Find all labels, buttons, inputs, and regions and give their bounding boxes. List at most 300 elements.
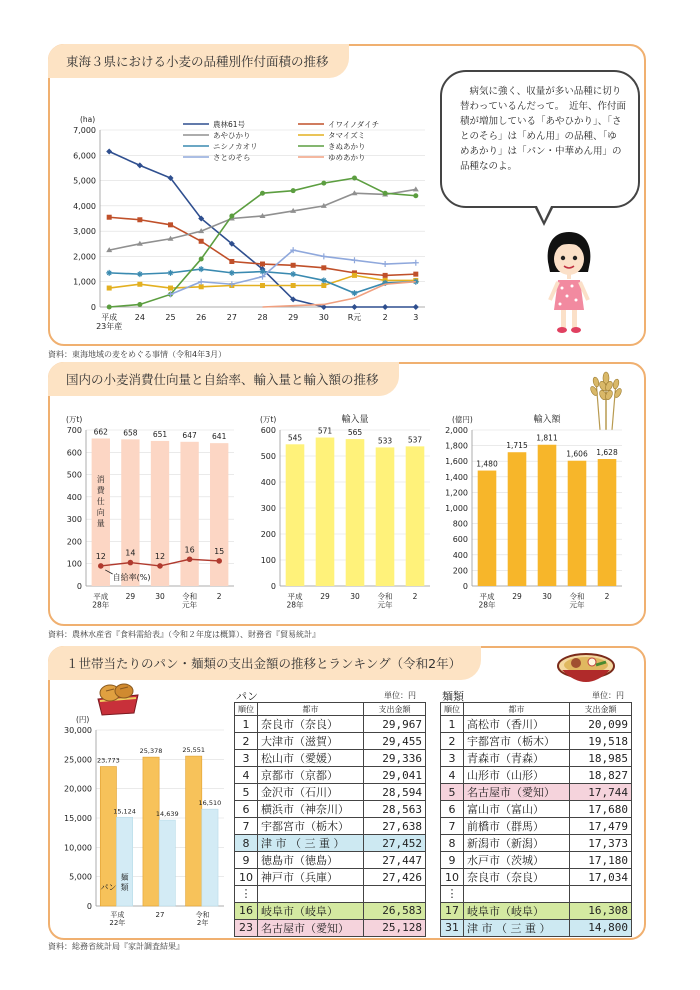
- consumption-value-label: 651: [152, 429, 168, 439]
- area-chart-xtick: 26: [196, 313, 207, 322]
- table-row: [235, 902, 426, 919]
- area-chart-ytick: 2,000: [73, 252, 96, 262]
- import-volume-xtick: 29: [320, 592, 330, 601]
- bread-city-cell: 金沢市（石川）: [258, 784, 364, 801]
- bread-city-cell: 宇都宮市（栃木）: [258, 818, 364, 835]
- consumption-value-label: 647: [182, 430, 197, 440]
- bread-rank-cell: 6: [235, 801, 258, 818]
- bread-amount-cell: 29,041: [364, 767, 426, 784]
- area-point: [168, 270, 174, 276]
- noodle-bowl-illustration: [556, 650, 616, 690]
- area-series-line: [109, 189, 416, 250]
- bread-city-cell: 横浜市（神奈川）: [258, 801, 364, 818]
- area-point: [383, 191, 388, 196]
- noodle-rank-cell: 31: [441, 919, 464, 936]
- noodle-header-rank: 順位: [441, 703, 464, 716]
- area-chart-xtick: 3: [413, 313, 419, 322]
- area-chart-xtick: 29: [288, 313, 299, 322]
- bread-rank-cell: ⋮: [235, 886, 258, 903]
- bread-rank-cell: 9: [235, 852, 258, 869]
- import-volume-ytick: 300: [260, 504, 276, 513]
- area-point: [260, 262, 265, 267]
- self-sufficiency-point: [128, 560, 134, 566]
- consumption-value-label: 662: [93, 427, 108, 437]
- spending-value-label: 15,124: [113, 807, 136, 816]
- noodle-city-cell: 新潟市（新潟）: [464, 835, 570, 852]
- legend-label: ニシノカオリ: [213, 142, 258, 151]
- noodle-table-title: 麺類: [442, 690, 464, 703]
- legend-label: タマイズミ: [328, 131, 366, 140]
- bread-rank-cell: 4: [235, 767, 258, 784]
- bread-amount-cell: 27,426: [364, 869, 426, 886]
- consumption-xtick: 令和元年: [182, 592, 198, 610]
- bread-city-cell: 奈良市（奈良）: [258, 716, 364, 733]
- import-value-bar: [538, 445, 557, 586]
- import-volume-bar: [286, 444, 305, 586]
- import-volume-ytick: 200: [260, 530, 276, 539]
- consumption-bar: [180, 442, 198, 586]
- area-chart-ytick: 4,000: [73, 201, 96, 211]
- area-point: [199, 256, 204, 261]
- bread-amount-cell: 29,336: [364, 750, 426, 767]
- area-point: [168, 222, 173, 227]
- consumption-value-label: 641: [212, 432, 227, 442]
- table-row: [441, 852, 632, 869]
- consumption-ytick: 400: [66, 492, 82, 502]
- import-value-xtick: 30: [542, 592, 552, 601]
- bread-rank-cell: 1: [235, 716, 258, 733]
- area-point: [291, 188, 296, 193]
- import-volume-value-label: 565: [347, 428, 363, 438]
- noodle-city-cell: 宇都宮市（栃木）: [464, 733, 570, 750]
- noodle-city-cell: 富山市（富山）: [464, 801, 570, 818]
- table-row: [235, 818, 426, 835]
- noodle-amount-cell: 17,479: [570, 818, 632, 835]
- noodle-table-unit: 単位：円: [592, 691, 624, 700]
- import-value-ytick: 2,000: [445, 426, 468, 435]
- area-chart-xtick: 平成 23年産: [96, 313, 123, 331]
- import-value-xtick: 令和元年: [569, 592, 585, 610]
- consumption-ytick: 500: [66, 470, 82, 480]
- area-chart-xtick: 25: [165, 313, 176, 322]
- area-point: [137, 282, 142, 287]
- self-sufficiency-label: 12: [95, 551, 106, 561]
- import-value-title: 輸入額: [533, 415, 561, 425]
- bread-amount-cell: 25,128: [364, 919, 426, 936]
- noodle-city-cell: 山形市（山形）: [464, 767, 570, 784]
- table-row: [441, 767, 632, 784]
- noodle-city-cell: 水戸市（茨城）: [464, 852, 570, 869]
- import-value-bar-chart: [440, 404, 630, 618]
- legend-label: きぬあかり: [328, 142, 366, 151]
- bread-rank-cell: 23: [235, 919, 258, 936]
- import-volume-ytick: 400: [260, 478, 276, 487]
- self-sufficiency-label: 16: [184, 545, 195, 555]
- spending-xtick: 平成 22年: [109, 911, 126, 927]
- area-point: [260, 191, 265, 196]
- consumption-xtick: 29: [125, 592, 136, 601]
- noodle-city-cell: 前橋市（群馬）: [464, 818, 570, 835]
- noodle-amount-cell: 17,180: [570, 852, 632, 869]
- section-spending-source: 資料：総務省統計局『家計調査結果』: [48, 942, 184, 951]
- table-row: [235, 801, 426, 818]
- area-point: [199, 284, 204, 289]
- import-value-ytick: 600: [452, 535, 468, 545]
- import-volume-value-label: 571: [317, 426, 333, 436]
- area-point: [351, 257, 357, 263]
- import-volume-value-label: 545: [287, 433, 303, 443]
- noodle-city-cell: [464, 886, 570, 903]
- area-point: [137, 217, 142, 222]
- import-value-ytick: 1,000: [445, 504, 468, 513]
- consumption-ytick: 700: [66, 426, 82, 435]
- section-area-source: 資料：東海地域の麦をめぐる事情（令和4年3月）: [48, 350, 227, 359]
- bread-header-amount: 支出金額: [364, 703, 426, 716]
- table-row: [441, 818, 632, 835]
- area-point: [383, 273, 388, 278]
- area-point: [260, 283, 265, 288]
- area-chart-xtick: 30: [318, 313, 329, 322]
- bread-amount-cell: 27,452: [364, 835, 426, 852]
- noodle-city-cell: 津 市 （ 三 重 ）: [464, 919, 570, 936]
- bread-city-cell: [258, 886, 364, 903]
- area-point: [198, 266, 204, 272]
- noodle-amount-cell: 19,518: [570, 733, 632, 750]
- area-point: [413, 304, 419, 310]
- spending-ytick: 30,000: [64, 726, 92, 735]
- girl-illustration: [540, 228, 598, 334]
- noodle-rank-cell: 2: [441, 733, 464, 750]
- legend-label: ゆめあかり: [328, 153, 366, 162]
- self-sufficiency-label: 15: [214, 546, 225, 556]
- bread-city-cell: 松山市（愛媛）: [258, 750, 364, 767]
- area-point: [198, 279, 204, 285]
- consumption-series-label: 消費仕向量: [96, 475, 105, 528]
- spending-ytick: 25,000: [64, 755, 92, 765]
- area-chart-ytick: 1,000: [73, 277, 96, 287]
- import-volume-ytick: 500: [260, 452, 276, 461]
- spending-ylabel: (円): [76, 715, 90, 724]
- spending-value-label: 25,378: [139, 747, 163, 756]
- import-value-ytick: 1,200: [445, 488, 468, 498]
- consumption-ytick: 0: [76, 582, 82, 591]
- consumption-ytick: 300: [66, 515, 82, 525]
- noodle-amount-cell: 17,034: [570, 869, 632, 886]
- import-value-bar: [568, 461, 587, 586]
- import-value-ytick: 400: [452, 550, 468, 560]
- self-sufficiency-point: [187, 556, 193, 562]
- area-point: [168, 286, 173, 291]
- noodle-amount-cell: 18,985: [570, 750, 632, 767]
- import-volume-value-label: 533: [377, 436, 393, 446]
- import-value-value-label: 1,715: [506, 441, 528, 451]
- area-point: [290, 271, 296, 277]
- import-volume-title: 輸入量: [341, 415, 369, 425]
- section-supply-title: 国内の小麦消費仕向量と自給率、輸入量と輸入額の推移: [48, 362, 399, 396]
- area-point: [107, 305, 112, 310]
- table-row: [235, 767, 426, 784]
- table-row: [235, 869, 426, 886]
- import-value-value-label: 1,480: [476, 459, 498, 469]
- noodle-rank-cell: 4: [441, 767, 464, 784]
- import-volume-xtick: 30: [350, 592, 360, 601]
- area-chart-ytick: 7,000: [73, 126, 96, 135]
- spending-bar-chart: [56, 708, 232, 936]
- noodle-rank-cell: 3: [441, 750, 464, 767]
- area-point: [291, 263, 296, 268]
- noodle-header-amount: 支出金額: [570, 703, 632, 716]
- area-point: [137, 271, 143, 277]
- bread-amount-cell: 28,594: [364, 784, 426, 801]
- spending-ytick: 20,000: [64, 784, 92, 794]
- noodle-city-cell: 岐阜市（岐阜）: [464, 902, 570, 919]
- consumption-bar: [210, 443, 228, 586]
- noodle-amount-cell: [570, 886, 632, 903]
- self-sufficiency-label: 14: [125, 548, 136, 558]
- import-value-ytick: 0: [462, 582, 468, 591]
- area-point: [352, 176, 357, 181]
- spending-ytick: 0: [86, 902, 92, 911]
- import-volume-xtick: 平成 28年: [286, 592, 304, 610]
- noodle-rank-cell: 9: [441, 852, 464, 869]
- area-point: [382, 304, 388, 310]
- import-value-xtick: 29: [512, 592, 522, 601]
- noodle-rank-cell: 6: [441, 801, 464, 818]
- import-volume-value-label: 537: [407, 435, 423, 445]
- consumption-ytick: 600: [66, 448, 82, 458]
- table-row: [441, 733, 632, 750]
- import-value-ytick: 1,800: [445, 441, 468, 451]
- spending-ytick: 10,000: [64, 843, 92, 853]
- import-value-xtick: 2: [604, 592, 610, 601]
- import-volume-xtick: 2: [412, 592, 418, 601]
- section-area-title: 東海３県における小麦の品種別作付面積の推移: [48, 44, 349, 78]
- spending-value-label: 23,773: [96, 756, 120, 765]
- area-chart-ylabel: (ha): [80, 115, 96, 124]
- import-value-bar: [598, 459, 617, 586]
- noodle-ranking-table: [440, 702, 632, 937]
- bread-city-cell: 神戸市（兵庫）: [258, 869, 364, 886]
- legend-label: さとのそら: [213, 153, 251, 162]
- bread-amount-cell: 27,638: [364, 818, 426, 835]
- bread-table-title: パン: [236, 690, 258, 703]
- spending-bar: [143, 757, 159, 906]
- import-volume-xtick: 令和元年: [377, 592, 393, 610]
- consumption-ytick: 100: [66, 559, 82, 569]
- import-value-ytick: 800: [452, 519, 468, 529]
- noodle-amount-cell: 17,373: [570, 835, 632, 852]
- spending-ytick: 15,000: [64, 814, 92, 823]
- noodle-rank-cell: 5: [441, 784, 464, 801]
- import-value-bar: [508, 452, 527, 586]
- noodle-rank-cell: 8: [441, 835, 464, 852]
- bread-table-unit: 単位：円: [384, 691, 416, 700]
- area-point: [107, 286, 112, 291]
- spending-bar: [186, 756, 202, 906]
- import-value-value-label: 1,811: [536, 433, 558, 443]
- import-value-bar: [478, 471, 497, 586]
- bread-rank-cell: 2: [235, 733, 258, 750]
- bread-amount-cell: 26,583: [364, 902, 426, 919]
- table-row: [235, 852, 426, 869]
- noodle-amount-cell: 18,827: [570, 767, 632, 784]
- consumption-value-label: 658: [123, 428, 138, 438]
- spending-bar: [116, 817, 132, 906]
- area-point: [413, 193, 418, 198]
- bread-city-cell: 岐阜市（岐阜）: [258, 902, 364, 919]
- spending-bar: [202, 809, 218, 906]
- import-volume-ytick: 0: [270, 582, 276, 591]
- area-line-chart: [48, 110, 443, 340]
- bread-city-cell: 京都市（京都）: [258, 767, 364, 784]
- noodle-city-cell: 名古屋市（愛知）: [464, 784, 570, 801]
- speech-bubble-tail: [534, 206, 554, 226]
- bread-ranking-table: [234, 702, 426, 937]
- noodle-amount-cell: 14,800: [570, 919, 632, 936]
- speech-bubble-text: 病気に強く、収量が多い品種に切り替わっているんだって。 近年、作付面積が増加している「あやひかり」、「さとのそら」は「めん用」の品種、「ゆめあかり」は「パン・中華めん用」の品種なのよ。: [460, 86, 626, 172]
- area-point: [106, 148, 112, 154]
- area-point: [351, 304, 357, 310]
- bread-amount-cell: 27,447: [364, 852, 426, 869]
- legend-label: あやひかり: [213, 131, 251, 140]
- import-volume-ytick: 100: [260, 556, 276, 565]
- bread-city-cell: 津 市 （ 三 重 ）: [258, 835, 364, 852]
- table-row: [235, 919, 426, 936]
- section-supply-source: 資料：農林水産省『食料需給表』（令和２年度は概算）、財務省『貿易統計』: [48, 630, 320, 639]
- bread-rank-cell: 16: [235, 902, 258, 919]
- bread-amount-cell: 29,455: [364, 733, 426, 750]
- noodle-city-cell: 高松市（香川）: [464, 716, 570, 733]
- area-chart-ytick: 0: [90, 303, 96, 312]
- bread-city-cell: 大津市（滋賀）: [258, 733, 364, 750]
- area-chart-ytick: 6,000: [73, 151, 96, 161]
- legend-label: イワイノダイチ: [328, 120, 380, 129]
- spending-value-label: 14,639: [155, 810, 179, 819]
- noodle-header-row: [441, 703, 632, 716]
- self-sufficiency-point: [157, 563, 163, 569]
- import-volume-bar: [406, 446, 425, 586]
- import-value-value-label: 1,628: [596, 448, 618, 458]
- consumption-bar-chart: [56, 404, 240, 618]
- area-point: [413, 272, 418, 277]
- consumption-xtick: 2: [216, 592, 222, 601]
- noodle-rank-cell: 1: [441, 716, 464, 733]
- area-point: [107, 215, 112, 220]
- self-sufficiency-name: 自給率(%): [112, 573, 151, 582]
- area-point: [321, 277, 327, 283]
- area-chart-xtick: 27: [226, 313, 237, 322]
- self-sufficiency-point: [98, 563, 104, 569]
- area-chart-ytick: 5,000: [73, 176, 96, 186]
- table-row: [441, 902, 632, 919]
- import-volume-bar: [376, 447, 395, 586]
- noodle-header-city: 都市: [464, 703, 570, 716]
- import-volume-ylabel: (万t): [260, 415, 277, 424]
- import-value-ylabel: (億円): [452, 415, 473, 424]
- area-point: [413, 260, 419, 266]
- area-point: [382, 261, 388, 267]
- self-sufficiency-label: 12: [154, 551, 166, 561]
- area-point: [199, 239, 204, 244]
- area-point: [321, 265, 326, 270]
- bread-rank-cell: 3: [235, 750, 258, 767]
- noodle-city-cell: 青森市（青森）: [464, 750, 570, 767]
- bread-amount-cell: 28,563: [364, 801, 426, 818]
- bread-rank-cell: 8: [235, 835, 258, 852]
- table-row: [235, 750, 426, 767]
- noodle-rank-cell: ⋮: [441, 886, 464, 903]
- table-row: [235, 733, 426, 750]
- area-point: [106, 270, 112, 276]
- consumption-xtick: 平成 28年: [92, 592, 110, 610]
- table-row: [441, 869, 632, 886]
- spending-bar: [159, 820, 175, 906]
- series-name-bread: パン: [100, 883, 117, 892]
- table-row: [235, 716, 426, 733]
- area-point: [229, 270, 235, 276]
- table-row: [441, 784, 632, 801]
- spending-value-label: 25,551: [182, 746, 206, 755]
- area-point: [351, 290, 357, 296]
- series-name-noodle: 麺類: [120, 873, 129, 892]
- bread-amount-cell: 29,967: [364, 716, 426, 733]
- bread-rank-cell: 10: [235, 869, 258, 886]
- noodle-rank-cell: 17: [441, 902, 464, 919]
- noodle-amount-cell: 20,099: [570, 716, 632, 733]
- area-point: [321, 283, 326, 288]
- area-point: [352, 273, 357, 278]
- import-value-ytick: 200: [452, 566, 468, 576]
- noodle-rank-cell: 10: [441, 869, 464, 886]
- import-volume-bar: [346, 439, 365, 586]
- area-point: [137, 162, 143, 168]
- table-row: [441, 886, 632, 903]
- noodle-amount-cell: 17,680: [570, 801, 632, 818]
- table-row: [441, 716, 632, 733]
- consumption-ytick: 200: [66, 537, 82, 547]
- table-row: [441, 835, 632, 852]
- import-value-xtick: 平成 28年: [478, 592, 496, 610]
- area-chart-xtick: R元: [347, 313, 362, 322]
- import-volume-ytick: 600: [260, 426, 276, 435]
- spending-xtick: 令和 2年: [195, 911, 210, 927]
- import-value-ytick: 1,600: [445, 457, 468, 467]
- area-point: [137, 302, 142, 307]
- import-value-value-label: 1,606: [566, 449, 588, 459]
- self-sufficiency-point: [216, 558, 222, 564]
- bread-city-cell: 徳島市（徳島）: [258, 852, 364, 869]
- area-chart-xtick: 28: [257, 313, 268, 322]
- section-spending-title: １世帯当たりのパン・麺類の支出金額の推移とランキング（令和2年）: [48, 646, 481, 680]
- table-row: [235, 835, 426, 852]
- area-point: [291, 283, 296, 288]
- area-point: [321, 181, 326, 186]
- import-volume-bar: [316, 438, 335, 586]
- area-point: [229, 213, 234, 218]
- noodle-amount-cell: 17,744: [570, 784, 632, 801]
- area-point: [413, 186, 419, 191]
- import-volume-bar-chart: [250, 404, 436, 618]
- area-point: [321, 253, 327, 259]
- table-row: [235, 886, 426, 903]
- consumption-xtick: 30: [155, 592, 165, 601]
- import-value-ytick: 1,400: [445, 472, 468, 482]
- area-chart-ytick: 3,000: [73, 227, 96, 237]
- spending-ytick: 5,000: [69, 872, 92, 882]
- noodle-amount-cell: 16,308: [570, 902, 632, 919]
- bread-city-cell: 名古屋市（愛知）: [258, 919, 364, 936]
- speech-bubble: [440, 70, 640, 208]
